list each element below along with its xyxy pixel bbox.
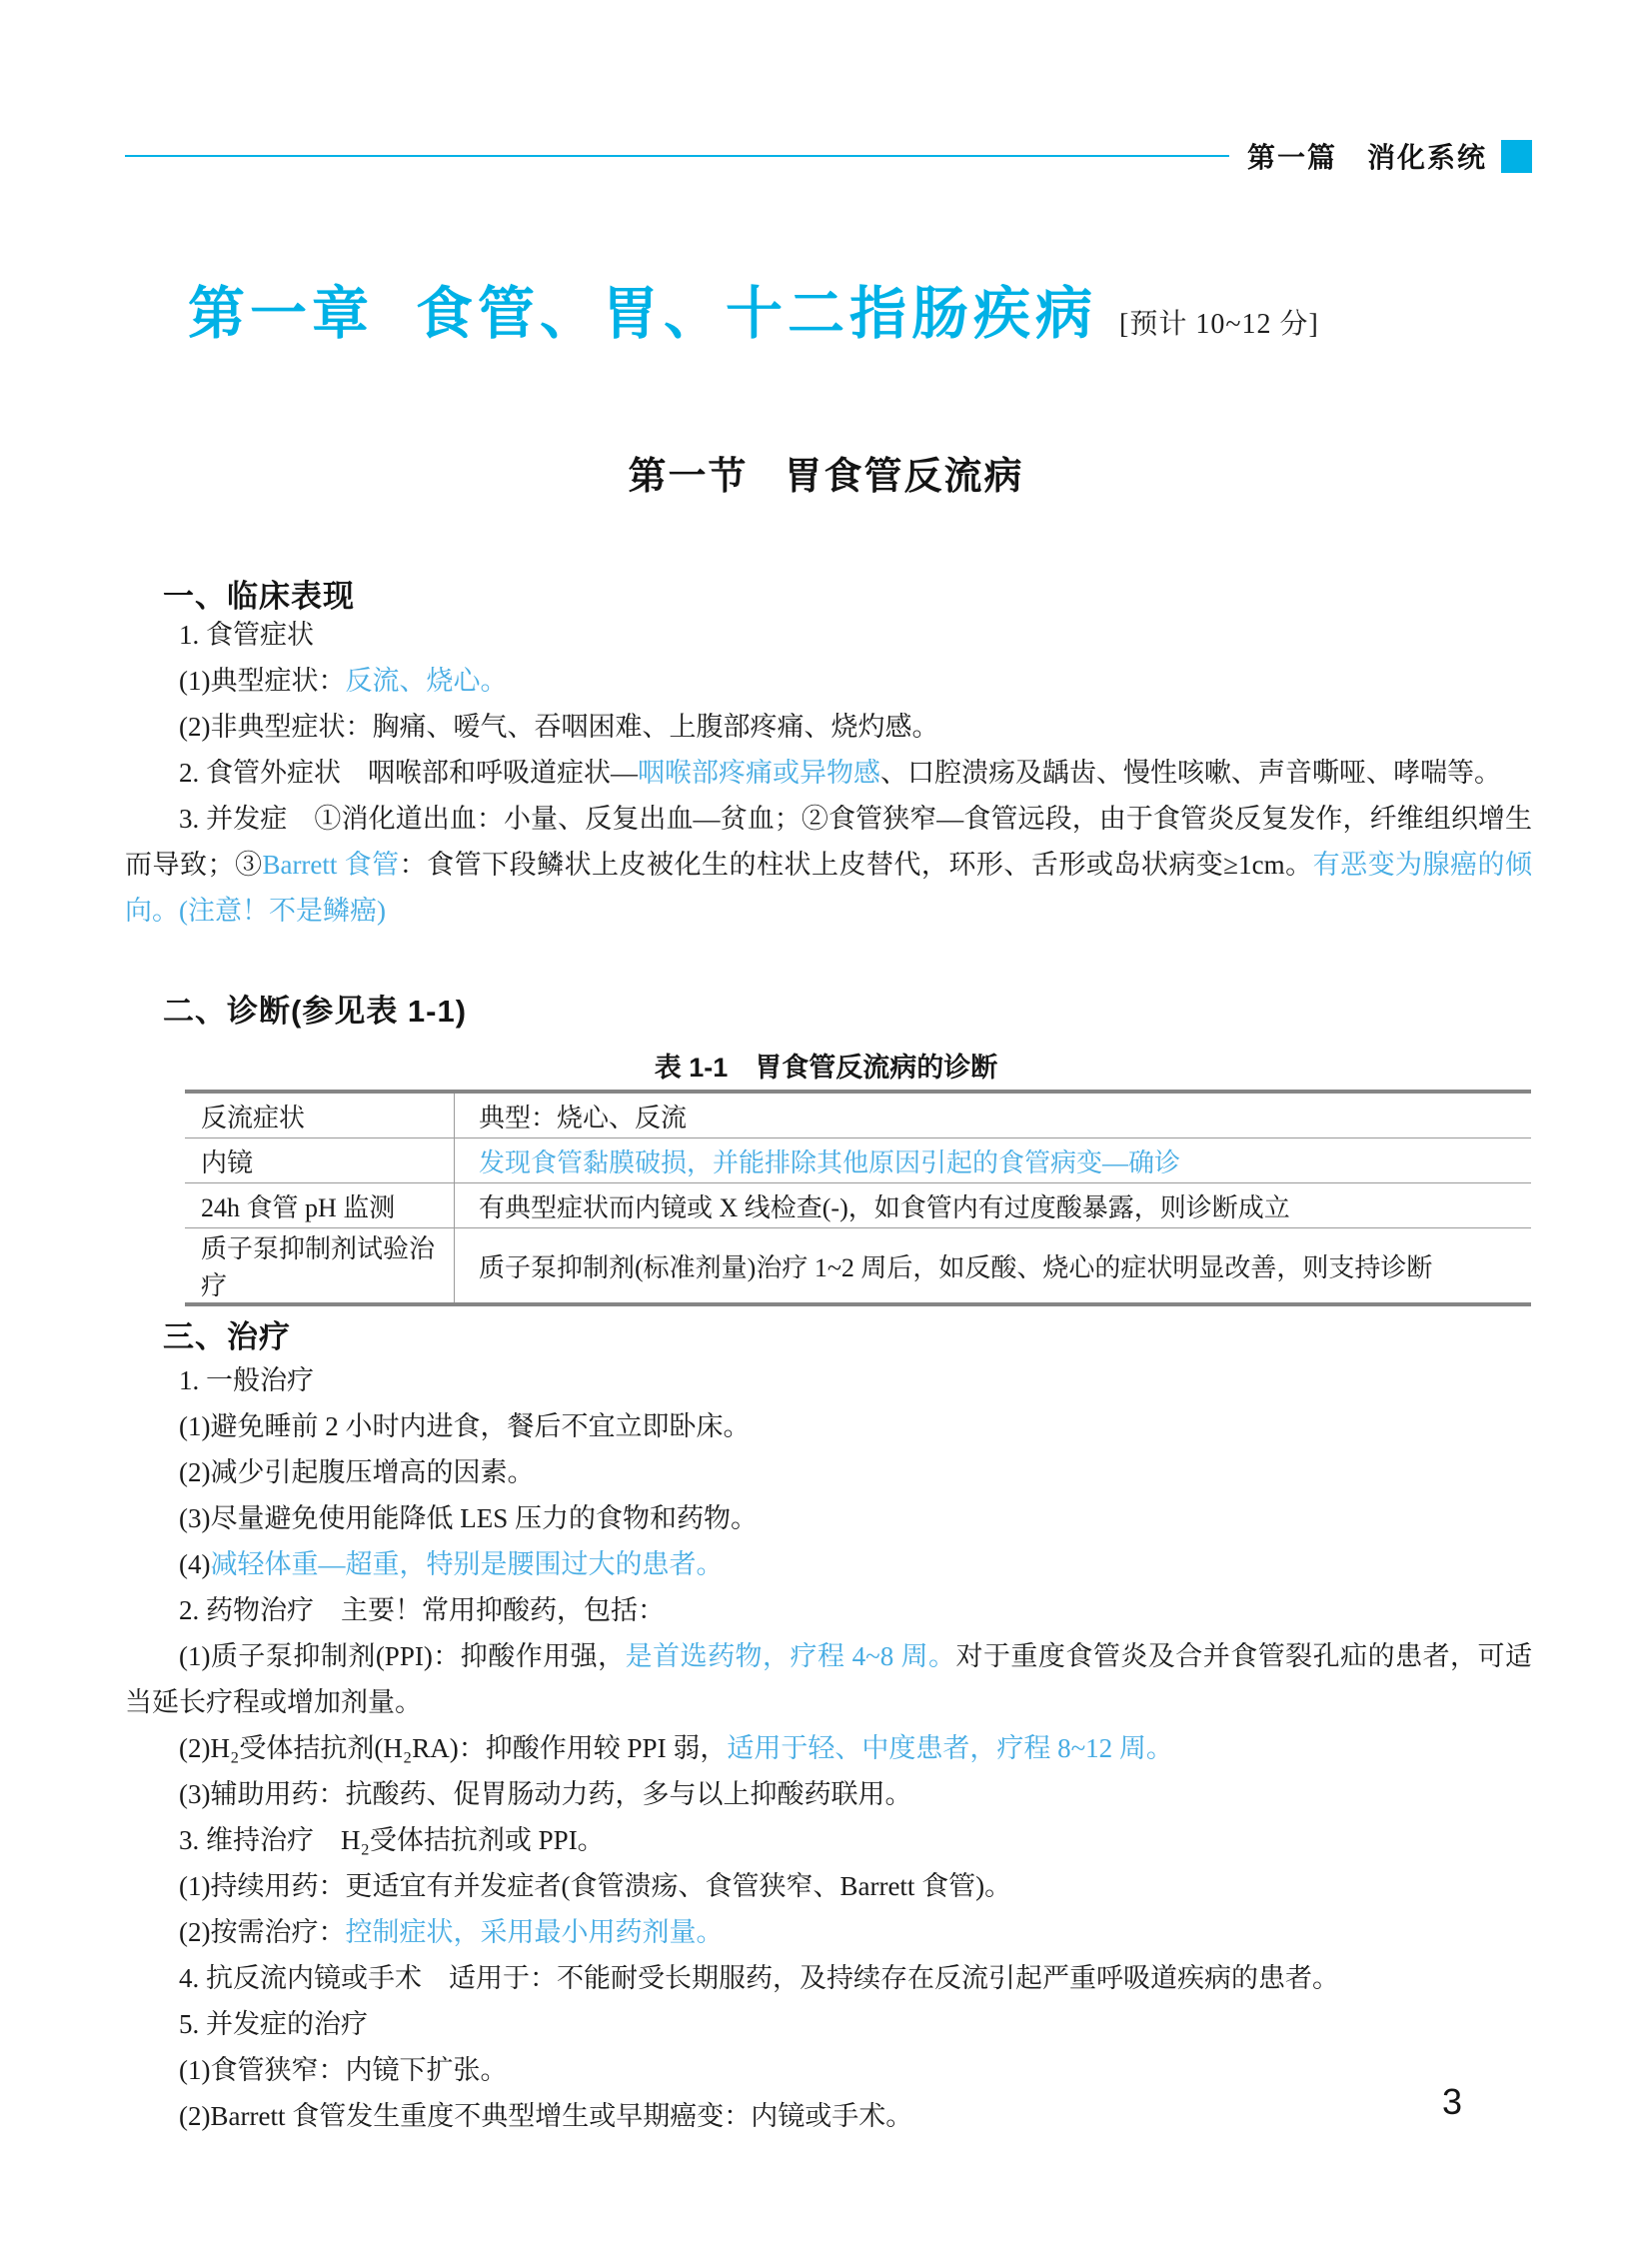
paragraph — [125, 1357, 1532, 1403]
highlighted-text-run: 有恶变为腺癌的倾向。(注意！不是鳞癌) — [125, 850, 1533, 926]
table-row — [185, 1183, 1531, 1228]
paragraph — [125, 1863, 1532, 1909]
section-name: 胃食管反流病 — [784, 456, 1024, 498]
table-caption: 表 1-1 胃食管反流病的诊断 — [654, 1053, 998, 1083]
text-run: (1)典型症状： — [179, 666, 346, 696]
text-run: 4. 抗反流内镜或手术 适用于：不能耐受长期服药，及持续存在反流引起严重呼吸道疾病的患者。 — [179, 1963, 1339, 1993]
page-number: 3 — [1442, 2081, 1463, 2122]
header-rule — [125, 155, 1229, 157]
table-row-label: 24h 食管 pH 监测 — [185, 1183, 455, 1228]
table-row-value — [455, 1092, 1532, 1138]
chapter-name: 食管、胃、十二指肠疾病 — [416, 282, 1097, 346]
highlighted-text-run: 咽喉部疼痛或异物感 — [638, 758, 880, 788]
table-row-value — [455, 1228, 1532, 1305]
highlighted-text-run: 适用于轻、中度患者，疗程 8~12 周。 — [727, 1733, 1173, 1763]
text-run: (4) — [179, 1549, 211, 1579]
diagnosis-table-body — [185, 1092, 1531, 1304]
text-run: (1)食管狭窄：内镜下扩张。 — [179, 2055, 508, 2085]
table-row-label: 质子泵抑制剂试验治疗 — [185, 1228, 455, 1305]
paragraph — [125, 1633, 1532, 1725]
text-run: 2. 药物治疗 主要！常用抑酸药，包括： — [179, 1595, 665, 1625]
paragraph — [125, 658, 1532, 704]
text-run: 典型：烧心、反流 — [479, 1103, 688, 1132]
text-run: 3. 维持治疗 H₂受体拮抗剂或 PPI。 — [179, 1825, 605, 1855]
table-row-value — [455, 1183, 1532, 1228]
text-run: (2)H₂受体拮抗剂(H₂RA)：抑酸作用较 PPI 弱， — [179, 1733, 728, 1763]
paragraph — [125, 750, 1532, 796]
text-run: 1. 一般治疗 — [179, 1365, 314, 1395]
paragraph — [125, 1909, 1532, 1955]
paragraph — [125, 704, 1532, 750]
paragraph — [125, 1725, 1532, 1771]
highlighted-text-run: 反流、烧心。 — [345, 666, 508, 696]
paragraph — [125, 1495, 1532, 1541]
text-run: (2)Barrett 食管发生重度不典型增生或早期癌变：内镜或手术。 — [179, 2101, 913, 2131]
table-row — [185, 1228, 1531, 1305]
paragraph — [125, 1587, 1532, 1633]
text-run: (1)持续用药：更适宜有并发症者(食管溃疡、食管狭窄、Barrett 食管)。 — [179, 1871, 1012, 1901]
treatment-paragraphs — [125, 1357, 1532, 2139]
highlighted-text-run: 减轻体重—超重，特别是腰围过大的患者。 — [210, 1549, 724, 1579]
page-header — [125, 137, 1532, 175]
section-title — [0, 445, 1652, 500]
text-run: (2)按需治疗： — [179, 1917, 346, 1947]
clinical-paragraphs — [125, 612, 1532, 934]
paragraph — [125, 1771, 1532, 1817]
paragraph — [125, 1955, 1532, 2001]
section-label: 第一节 — [628, 456, 749, 498]
text-run: 有典型症状而内镜或 X 线检查(-)，如食管内有过度酸暴露，则诊断成立 — [479, 1192, 1290, 1222]
text-run: (1)避免睡前 2 小时内进食，餐后不宜立即卧床。 — [179, 1411, 751, 1441]
chapter-exam-note: [预计 10~12 分] — [1119, 309, 1319, 340]
text-run: (2)减少引起腹压增高的因素。 — [179, 1457, 535, 1487]
heading-clinical-manifestations: 一、临床表现 — [163, 579, 355, 614]
paragraph — [125, 612, 1532, 658]
diagnosis-table — [185, 1090, 1531, 1306]
heading-diagnosis: 二、诊断(参见表 1-1) — [163, 994, 468, 1029]
paragraph — [125, 1817, 1532, 1863]
text-run: 1. 食管症状 — [179, 620, 314, 650]
highlighted-text-run: 控制症状，采用最小用药剂量。 — [345, 1917, 724, 1947]
text-run: 质子泵抑制剂(标准剂量)治疗 1~2 周后，如反酸、烧心的症状明显改善，则支持诊断 — [479, 1252, 1433, 1282]
paragraph — [125, 2001, 1532, 2047]
paragraph — [125, 2093, 1532, 2139]
text-run: (3)尽量避免使用能降低 LES 压力的食物和药物。 — [179, 1503, 758, 1533]
paragraph — [125, 1449, 1532, 1495]
paragraph — [125, 796, 1532, 934]
chapter-label: 第一章 — [188, 282, 374, 346]
paragraph — [125, 1403, 1532, 1449]
text-run: (3)辅助用药：抗酸药、促胃肠动力药，多与以上抑酸药联用。 — [179, 1779, 912, 1809]
table-row — [185, 1092, 1531, 1138]
heading-treatment: 三、治疗 — [163, 1319, 291, 1354]
highlighted-text-run: 是首选药物，疗程 4~8 周。 — [625, 1641, 956, 1671]
text-run: 2. 食管外症状 咽喉部和呼吸道症状— — [179, 758, 638, 788]
table-row — [185, 1138, 1531, 1183]
table-row-value — [455, 1138, 1532, 1183]
section-marker-square-icon — [1501, 140, 1532, 173]
chapter-title — [188, 268, 1319, 350]
text-run: (2)非典型症状：胸痛、嗳气、吞咽困难、上腹部疼痛、烧灼感。 — [179, 712, 939, 742]
text-run: 对于重度食管炎及合并食管裂孔疝的患者，可适当延长疗程或增加剂量。 — [125, 1641, 1532, 1717]
table-row-label: 内镜 — [185, 1138, 455, 1183]
table-row-label: 反流症状 — [185, 1092, 455, 1138]
paragraph — [125, 2047, 1532, 2093]
text-run: 、口腔溃疡及龋齿、慢性咳嗽、声音嘶哑、哮喘等。 — [880, 758, 1501, 788]
text-run: 5. 并发症的治疗 — [179, 2009, 368, 2039]
highlighted-text-run: Barrett 食管 — [262, 850, 400, 880]
text-run: ：食管下段鳞状上皮被化生的柱状上皮替代，环形、舌形或岛状病变≥1cm。 — [399, 850, 1313, 880]
highlighted-text-run: 发现食管黏膜破损，并能排除其他原因引起的食管病变—确诊 — [479, 1147, 1181, 1177]
text-run: 3. 并发症 ①消化道出血：小量、反复出血—贫血；②食管狭窄—食管远段，由于食管炎反复发作，纤维组织增生而导致；③ — [125, 804, 1532, 880]
text-run: (1)质子泵抑制剂(PPI)：抑酸作用强， — [179, 1641, 626, 1671]
running-title: 第一篇 消化系统 — [1246, 142, 1487, 173]
paragraph — [125, 1541, 1532, 1587]
